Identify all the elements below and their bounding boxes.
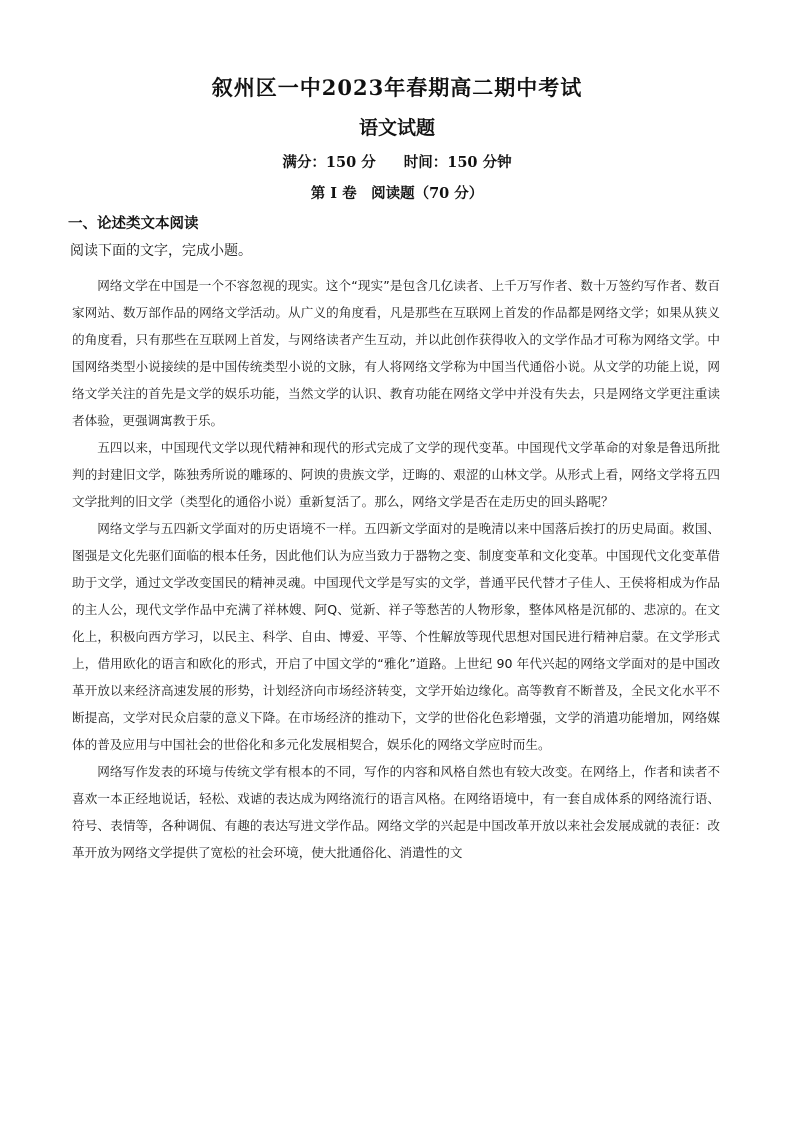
passage-paragraph-1: 网络文学在中国是一个不容忽视的现实。这个“现实”是包含几亿读者、上千万写作者、数十万签约写作者、数百家网站、数万部作品的网络文学活动。从广义的角度看，凡是那些在互联网上首发的作品都是网络文学；如果从狭义的角度看，只有那些在互联网上首发，与网络读者产生互动，并以此创作获得收入的文学作品才可称为网络文学。中国网络类型小说接续的是中国传统类型小说的文脉，有人将网络文学称为中国当代通俗小说。从文学的功能上说，网络文学关注的首先是文学的娱乐功能，当然文学的认识、教育功能在网络文学中并没有失去，只是网络文学更注重读者体验，更强调寓教于乐。 — [72, 278, 720, 428]
exam-subtitle: 语文试题 — [358, 117, 435, 139]
part-heading: 一、论述类文本阅读 — [68, 216, 199, 232]
exam-title: 叙州区一中2023年春期高二期中考试 — [211, 75, 583, 100]
exam-meta — [0, 151, 794, 172]
passage-paragraph-4: 网络写作发表的环境与传统文学有根本的不同，写作的内容和风格自然也有较大改变。在网络上，作者和读者不喜欢一本正经地说话，轻松、戏谑的表达成为网络流行的语言风格。在网络语境中，有一套自成体系的网络流行语、符号、表情等，各种调侃、有趣的表达写进文学作品。网络文学的兴起是中国改革开放以来社会发展成就的表征：改革开放为网络文学提供了宽松的社会环境，使大批通俗化、消遣性的文 — [72, 764, 720, 860]
full-score: 满分：150 分 — [282, 154, 376, 171]
passage-paragraph-2: 五四以来，中国现代文学以现代精神和现代的形式完成了文学的现代变革。中国现代文学革命的对象是鲁迅所批判的封建旧文学，陈独秀所说的雕琢的、阿谀的贵族文学，迂晦的、艰涩的山林文学。从形式上看，网络文学将五四文学批判的旧文学（类型化的通俗小说）重新复活了。那么，网络文学是否在走历史的回头路呢？ — [72, 440, 720, 509]
passage-body — [72, 272, 720, 866]
reading-instruction: 阅读下面的文字，完成小题。 — [70, 243, 252, 259]
section-title: 第 I 卷 阅读题（70 分） — [310, 185, 484, 202]
passage-paragraph-3: 网络文学与五四新文学面对的历史语境不一样。五四新文学面对的是晚清以来中国落后挨打的历史局面。救国、图强是文化先驱们面临的根本任务，因此他们认为应当致力于器物之变、制度变革和文化变革。中国现代文化变革借助于文学，通过文学改变国民的精神灵魂。中国现代文学是写实的文学，普通平民代替才子佳人、王侯将相成为作品的主人公，现代文学作品中充满了祥林嫂、阿Q、觉新、祥子等愁苦的人物形象，整体风格是沉郁的、悲凉的。在文化上，积极向西方学习，以民主、科学、自由、博爱、平等、个性解放等现代思想对国民进行精神启蒙。在文学形式上，借用欧化的语言和欧化的形式，开启了中国文学的“雅化”道路。上世纪 90 年代兴起的网络文学面对的是中国改革开放以来经济高速发展的形势，计划经济向市场经济转变，文学开始边缘化。高等教育不断普及，全民文化水平不断提高，文学对民众启蒙的意义下降。在市场经济的推动下，文学的世俗化色彩增强，文学的消遣功能增加，网络媒体的普及应用与中国社会的世俗化和多元化发展相契合，娱乐化的网络文学应时而生。 — [72, 521, 720, 752]
exam-time: 时间：150 分钟 — [403, 154, 512, 171]
